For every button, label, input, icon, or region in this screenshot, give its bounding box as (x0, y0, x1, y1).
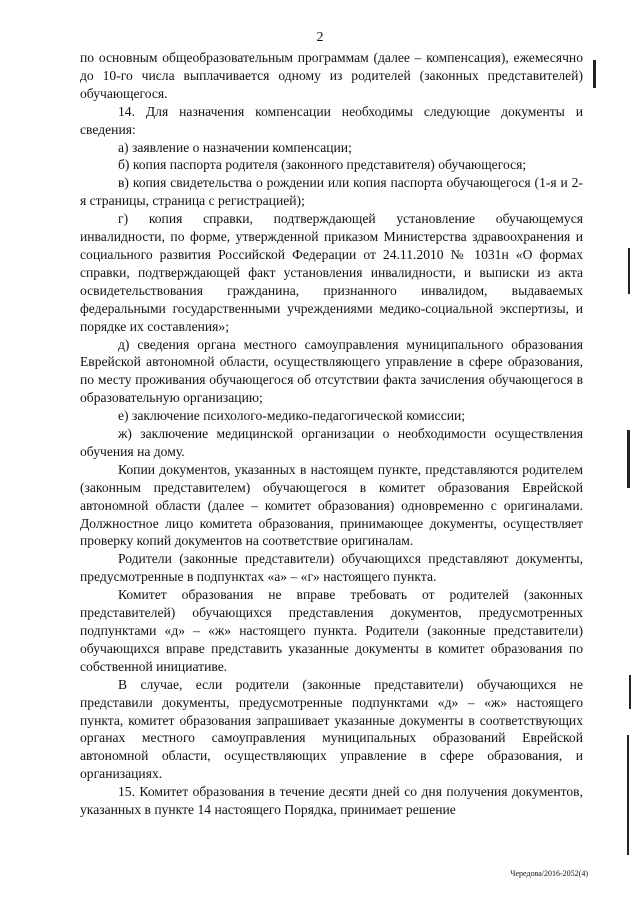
paragraph-committee-restriction: Комитет образования не вправе требовать от родителей (законных представителей) обучающихся представления документов, предусмотренных подпунктами «д» – «ж» настоящего пункта. Родители (законные представители) обучающихся вправе представить указанные документы в комитет образования по собственной инициативе. (80, 587, 583, 674)
paragraph-subitem-g: г) копия справки, подтверждающей установление обучающемуся инвалидности, по форме, утвержденной приказом Министерства здравоохранения и социального развития Российской Федерации от 24.11.2010 № 1031н «О формах справки, подтверждающей факт установления инвалидности, и выписки из акта освидетельствования гражданина, признанного инвалидом, выдаваемых федеральными государственными учреждениями медико-социальной экспертизы, и порядке их составления»; (80, 211, 583, 334)
paragraph-item-14: 14. Для назначения компенсации необходимы следующие документы и сведения: (80, 103, 583, 137)
paragraph-item-15: 15. Комитет образования в течение десяти дней со дня получения документов, указанных в пункте 14 настоящего Порядка, принимает решение (80, 784, 583, 818)
scan-edge-mark (627, 430, 630, 488)
scan-edge-mark (629, 675, 631, 709)
paragraph-subitem-e: е) заключение психолого-медико-педагогической комиссии; (118, 408, 466, 424)
paragraph-continuation: по основным общеобразовательным программам (далее – компенсация), ежемесячно до 10-го числа выплачивается одному из родителей (законных представителей) обучающегося. (80, 50, 583, 101)
page-number: 2 (316, 30, 324, 45)
scan-edge-mark (593, 60, 596, 88)
paragraph-subitem-b: б) копия паспорта родителя (законного представителя) обучающегося; (118, 157, 527, 173)
document-body (80, 49, 583, 819)
scan-edge-mark (628, 248, 630, 294)
paragraph-copies: Копии документов, указанных в настоящем пункте, представляются родителем (законным представителем) обучающегося в комитет образования Еврейской автономной области (далее – комитет образования) одновременно с оригиналами. Должностное лицо комитета образования, принимающее документы, осуществляет проверку копий документов на соответствие оригиналам. (80, 461, 583, 549)
paragraph-subitem-v: в) копия свидетельства о рождении или копия паспорта обучающегося (1-я и 2-я страницы, страница с регистрацией); (80, 175, 583, 209)
scan-edge-mark (627, 735, 629, 855)
paragraph-subitem-zh: ж) заключение медицинской организации о необходимости осуществления обучения на дому. (80, 426, 583, 459)
footer-code: Чередова/2016-2052(4) (510, 869, 588, 878)
paragraph-subitem-a: а) заявление о назначении компенсации; (118, 139, 352, 155)
paragraph-parents-submit: Родители (законные представители) обучающихся представляют документы, предусмотренные в подпунктах «а» – «г» настоящего пункта. (80, 551, 583, 585)
paragraph-subitem-d: д) сведения органа местного самоуправления муниципального образования Еврейской автономной области, осуществляющего управление в сфере образования, по месту проживания обучающегося об отсутствии факта зачисления обучающегося в образовательную организацию; (80, 336, 583, 406)
paragraph-committee-request: В случае, если родители (законные представители) обучающихся не представили документы, предусмотренные подпунктами «д» – «ж» настоящего пункта, комитет образования запрашивает указанные документы в соответствующих органах местного самоуправления муниципальных образований Еврейской автономной области, осуществляющих управление в сфере образования, и организациях. (80, 676, 583, 782)
